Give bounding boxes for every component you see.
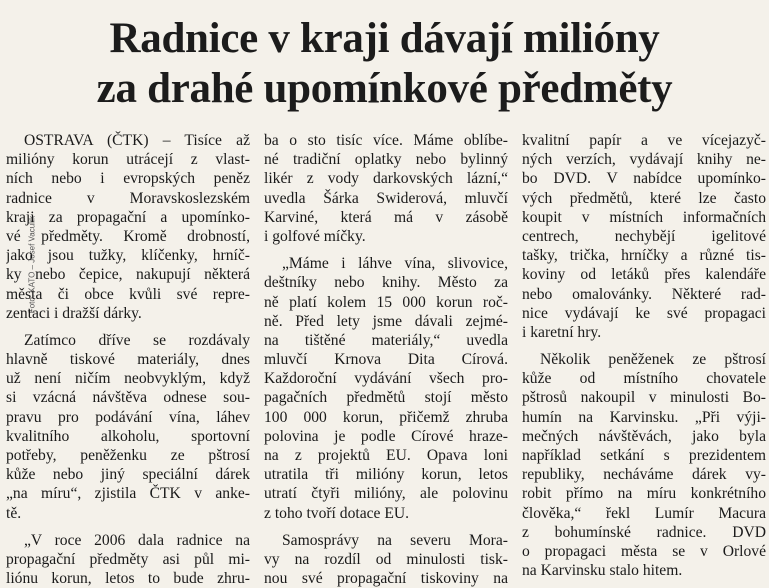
article-line: ně. Před lety jsme dávali zejmé- — [264, 312, 508, 330]
article-line: kvalitní papír a ve vícejazyč- — [522, 132, 766, 149]
article-line: nebo omalovánky. Některé rad- — [522, 285, 766, 303]
article-line: liónu korun, letos to bude zhru- — [6, 570, 250, 588]
article-line: Karviné, která má v zásobě — [264, 208, 508, 226]
article-line: „na míru“, zjistila ČTK v anke- — [6, 485, 250, 503]
article-line: humín na Karvinsku. „Při výji- — [522, 408, 766, 426]
article-line: například setkání s prezidentem — [522, 447, 766, 464]
paragraph-gap — [264, 246, 508, 254]
article-line: na z projektů EU. Opava loni — [264, 447, 508, 464]
article-column-3 — [522, 131, 766, 580]
article-line: centrech, nechybějí igelitové — [522, 227, 766, 245]
article-line: tašky, trička, hrníčky a různé tis- — [522, 247, 766, 265]
article-line: o propagaci města se v Orlové — [522, 542, 766, 560]
article-line: ných verzích, vydávají knihy ne- — [522, 151, 766, 169]
headline-line-1: Radnice v kraji dávají milióny — [109, 15, 660, 62]
article-line: i golfové míčky. — [264, 227, 366, 245]
article-line: koviny od letáků přes kalendáře — [522, 266, 766, 284]
article-line: utratila tři milióny korun, letos — [264, 466, 508, 484]
article-column-1 — [6, 131, 250, 588]
article-line: mluvčí Krnova Dita Círová. — [264, 351, 508, 369]
article-line: utratí čtyři milióny, ale polovinu — [264, 485, 508, 503]
article-line: pravu pro podávání vína, láhev — [6, 408, 250, 426]
article-line: Několik peněženek ze pštrosí — [540, 351, 766, 369]
article-line: likér z vody darkovských lázní,“ — [264, 170, 508, 188]
article-column-2 — [264, 131, 508, 588]
article-line: OSTRAVA (ČTK) – Tisíce až — [24, 132, 250, 149]
headline-line-2: za drahé upomínkové předměty — [96, 65, 673, 112]
article-line: už není ničím neobvyklým, když — [6, 370, 250, 388]
article-line: polovina je podle Círové hraze- — [264, 427, 508, 445]
article-line: hlavně tiskové materiály, dnes — [6, 351, 250, 369]
article-line: koupit v místních informačních — [522, 208, 766, 226]
article-line: kvalitního alkoholu, sportovní — [6, 427, 250, 445]
article-line: ba o sto tisíc více. Máme oblíbe- — [264, 132, 508, 149]
article-line: vých předmětů, které lze často — [522, 189, 766, 207]
paragraph-gap — [522, 342, 766, 350]
article-line: ky nebo čepice, nakupují některá — [6, 266, 250, 284]
article-line: radnice v Moravskoslezském — [6, 189, 250, 207]
article-line: člověka,“ řekl Lumír Macura — [522, 504, 766, 522]
article-line: pagačních předmětů stojí město — [264, 389, 508, 407]
article-line: „Máme i láhve vína, slivovice, — [282, 255, 508, 273]
article-line: 100 000 korun, přičemž zhruba — [264, 408, 508, 426]
paragraph-gap — [264, 523, 508, 531]
article-line: nou své propagační tiskoviny na — [264, 570, 508, 588]
article-line: mečných návštěvách, jako byla — [522, 427, 766, 445]
article-line: ně platí kolem 15 000 korun roč- — [264, 293, 508, 311]
article-line: Každoroční vydávání všech pro- — [264, 370, 508, 388]
article-line: pštrosů nakoupil v minulosti Bo- — [522, 389, 766, 407]
article-line: robit přímo na míru konkrétního — [522, 485, 766, 503]
article-line: republiky, necháváme dárek vy- — [522, 466, 766, 484]
article-line: z bohumínské radnice. DVD — [522, 523, 766, 541]
article-line: kůže od místního chovatele — [522, 370, 766, 388]
article-line: Samosprávy na severu Mora- — [282, 531, 508, 549]
article-line: propagační předměty asi půl mi- — [6, 550, 250, 568]
paragraph-gap — [6, 323, 250, 331]
article-line: na Karvinsku stalo hitem. — [522, 562, 683, 580]
article-line: nice vydávají ke své propagaci — [522, 304, 766, 322]
article-line: i karetní hry. — [522, 323, 602, 341]
article-line: milióny korun utrácejí z vlast- — [6, 151, 250, 169]
article-line: vy na rozdíl od minulosti tisk- — [264, 550, 508, 568]
article-line: potřeby, peněženku ze pštrosí — [6, 447, 250, 464]
article-line: Zatímco dříve se rozdávaly — [24, 331, 250, 349]
article-line: uvedla Šárka Swiderová, mluvčí — [264, 189, 508, 207]
article-line: si vzácná návštěva odnese sou- — [6, 389, 250, 407]
article-line: města či obce kvůli své repre- — [6, 285, 250, 303]
article-line: jako jsou tužky, klíčenky, hrníč- — [6, 247, 250, 265]
article-headline — [0, 14, 769, 114]
article-line: né tradiční oplatky nebo bylinný — [264, 151, 508, 169]
article-line: na tištěné materiály,“ uvedla — [264, 331, 508, 349]
article-line: deštníky nebo knihy. Město za — [264, 274, 508, 292]
article-line: kůže nebo jiný speciální dárek — [6, 466, 250, 484]
article-line: kraji za propagační a upomínko- — [6, 208, 250, 226]
paragraph-gap — [6, 523, 250, 531]
article-line: z toho tvoří dotace EU. — [264, 504, 410, 522]
photo-credit: Foto: KATO – Josef Vaculík — [27, 215, 37, 314]
article-line: ních nebo i evropských peněz — [6, 170, 250, 188]
article-line: tě. — [6, 504, 22, 522]
article-line: „V roce 2006 dala radnice na — [24, 531, 250, 549]
article-line: zentaci i dražší dárky. — [6, 304, 142, 322]
article-line: bo DVD. V nabídce upomínko- — [522, 170, 766, 188]
article-line: vé předměty. Kromě drobností, — [6, 227, 250, 245]
